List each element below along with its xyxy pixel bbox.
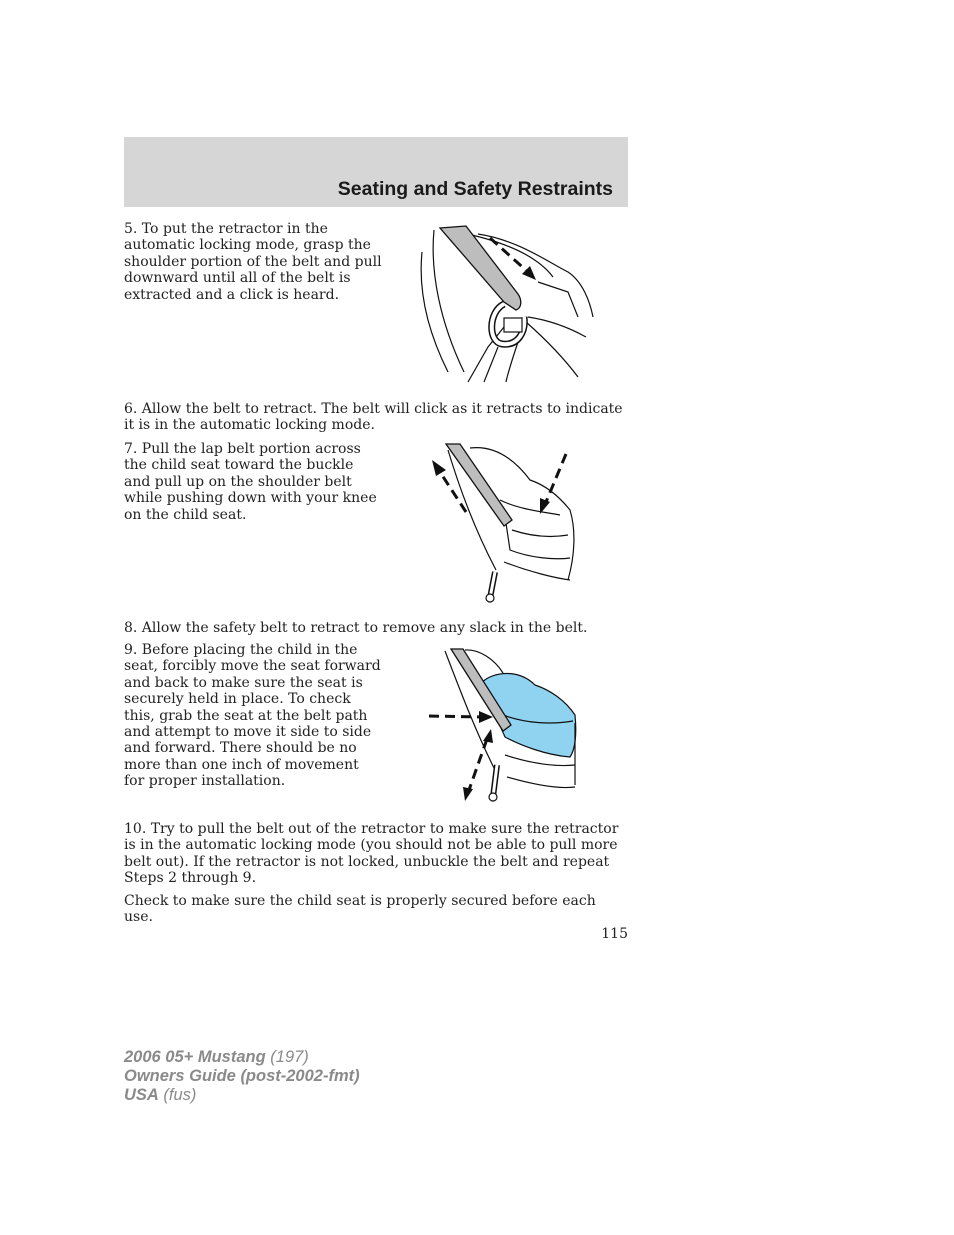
step-5-text: 5. To put the retractor in the automatic locking mode, grasp the shoulder portion of the belt and pull downward until all of the belt is extracted and a click is heard. bbox=[124, 221, 382, 303]
retractor-belt-illustration bbox=[418, 222, 598, 384]
step-10-text: 10. Try to pull the belt out of the retractor to make sure the retractor is in the automatic locking mode (you should not be able to pull more belt out). If the retractor is not locked, unbuckle the belt and repeat Steps 2 through 9. bbox=[124, 821, 619, 887]
child-seat-movement-illustration bbox=[425, 645, 590, 805]
step-9-text: 9. Before placing the child in the seat, forcibly move the seat forward and back to make sure the seat is securely held in place. To check this, grab the seat at the belt path and attempt to move it side to side and forward. There should be no more than one inch of movement for proper installation. bbox=[124, 642, 381, 790]
section-title: Seating and Safety Restraints bbox=[337, 178, 613, 200]
check-text: Check to make sure the child seat is properly secured before each use. bbox=[124, 893, 596, 926]
footer-market-code: (fus) bbox=[158, 1086, 197, 1104]
footer-model: 2006 05+ Mustang bbox=[124, 1048, 266, 1066]
step-7-text: 7. Pull the lap belt portion across the child seat toward the buckle and pull up on the shoulder belt while pushing down with your knee on the child seat. bbox=[124, 441, 377, 523]
step-6-text: 6. Allow the belt to retract. The belt will click as it retracts to indicate it is in the automatic locking mode. bbox=[124, 401, 623, 434]
footer-model-code: (197) bbox=[265, 1048, 309, 1066]
lap-belt-illustration bbox=[420, 440, 590, 605]
footer-market: USA bbox=[124, 1086, 159, 1104]
section-header-band bbox=[124, 137, 628, 207]
step-8-text: 8. Allow the safety belt to retract to remove any slack in the belt. bbox=[124, 620, 588, 636]
page-number: 115 bbox=[601, 926, 628, 942]
footer-guide: Owners Guide (post-2002-fmt) bbox=[124, 1067, 360, 1085]
document-footer bbox=[124, 1048, 360, 1105]
